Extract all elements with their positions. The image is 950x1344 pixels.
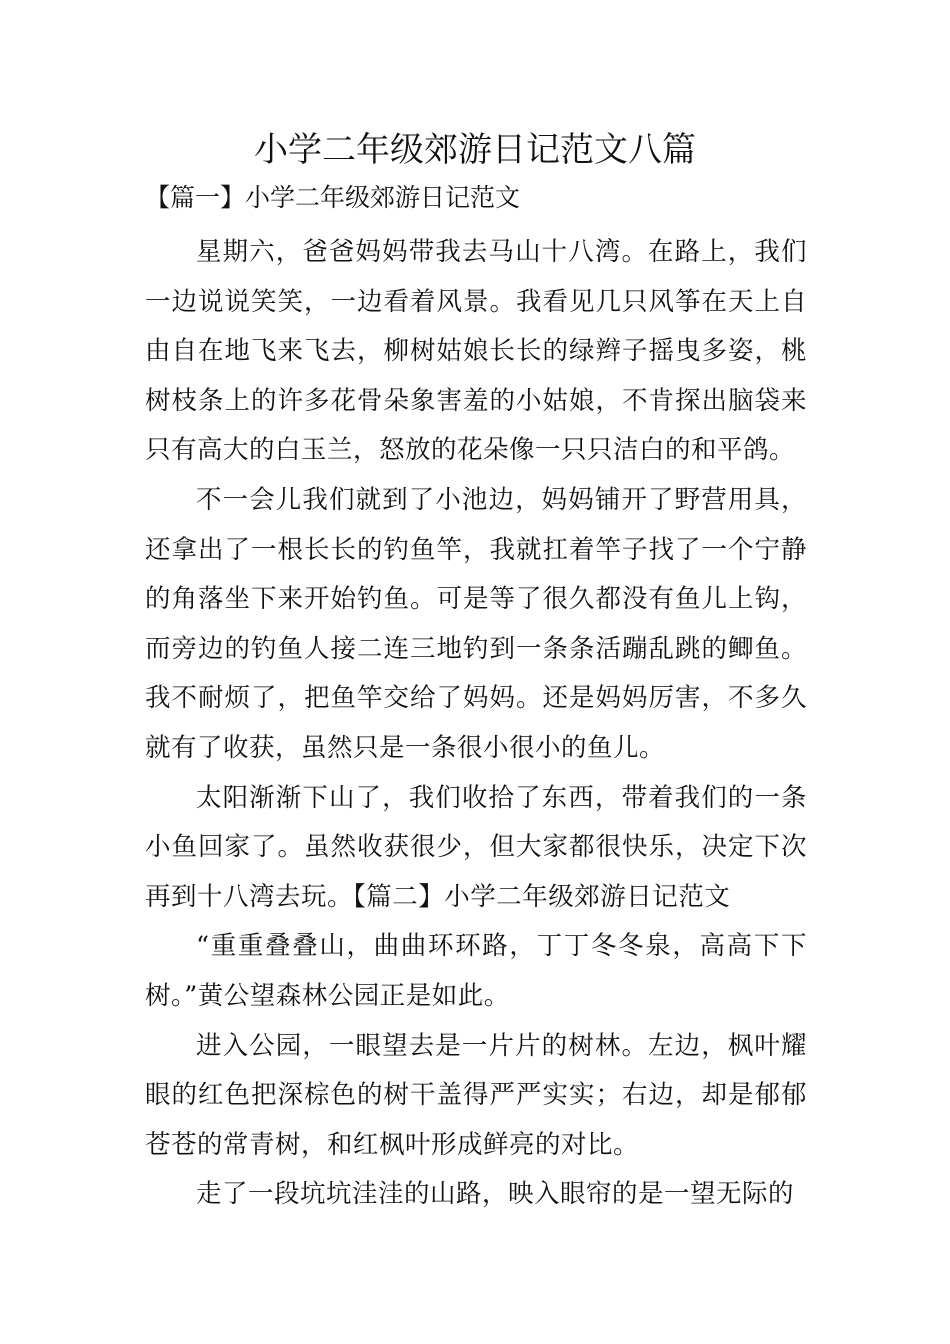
paragraph: 太阳渐渐下山了，我们收拾了东西，带着我们的一条小鱼回家了。虽然收获很少，但大家都很快乐，决定下次再到十八湾去玩。【篇二】小学二年级郊游日记范文 <box>145 782 807 912</box>
paragraph: 不一会儿我们就到了小池边，妈妈铺开了野营用具，还拿出了一根长长的钓鱼竿，我就扛着竿子找了一个宁静的角落坐下来开始钓鱼。可是等了很久都没有鱼儿上钩，而旁边的钓鱼人接二连三地钓到一条条活蹦乱跳的鲫鱼。我不耐烦了，把鱼竿交给了妈妈。还是妈妈厉害，不多久就有了收获，虽然只是一条很小很小的鱼儿。 <box>145 484 807 763</box>
paragraph: 进入公园，一眼望去是一片片的树林。左边，枫叶耀眼的红色把深棕色的树干盖得严严实实；右边，却是郁郁苍苍的常青树，和红枫叶形成鲜亮的对比。 <box>145 1030 807 1160</box>
paragraph: 星期六，爸爸妈妈带我去马山十八湾。在路上，我们一边说说笑笑，一边看着风景。我看见几只风筝在天上自由自在地飞来飞去，柳树姑娘长长的绿辫子摇曳多姿，桃树枝条上的许多花骨朵象害羞的小姑娘，不肯探出脑袋来只有高大的白玉兰，怒放的花朵像一只只洁白的和平鸽。 <box>145 237 807 466</box>
document-title: 小学二年级郊游日记范文八篇 <box>254 130 696 170</box>
paragraph: 走了一段坑坑洼洼的山路，映入眼帘的是一望无际的 <box>196 1179 795 1210</box>
section-heading: 【篇一】小学二年级郊游日记范文 <box>145 183 521 212</box>
paragraph: “重重叠叠山，曲曲环环路，丁丁冬冬泉，高高下下树。”黄公望森林公园正是如此。 <box>145 931 807 1011</box>
document-body <box>145 228 807 1220</box>
